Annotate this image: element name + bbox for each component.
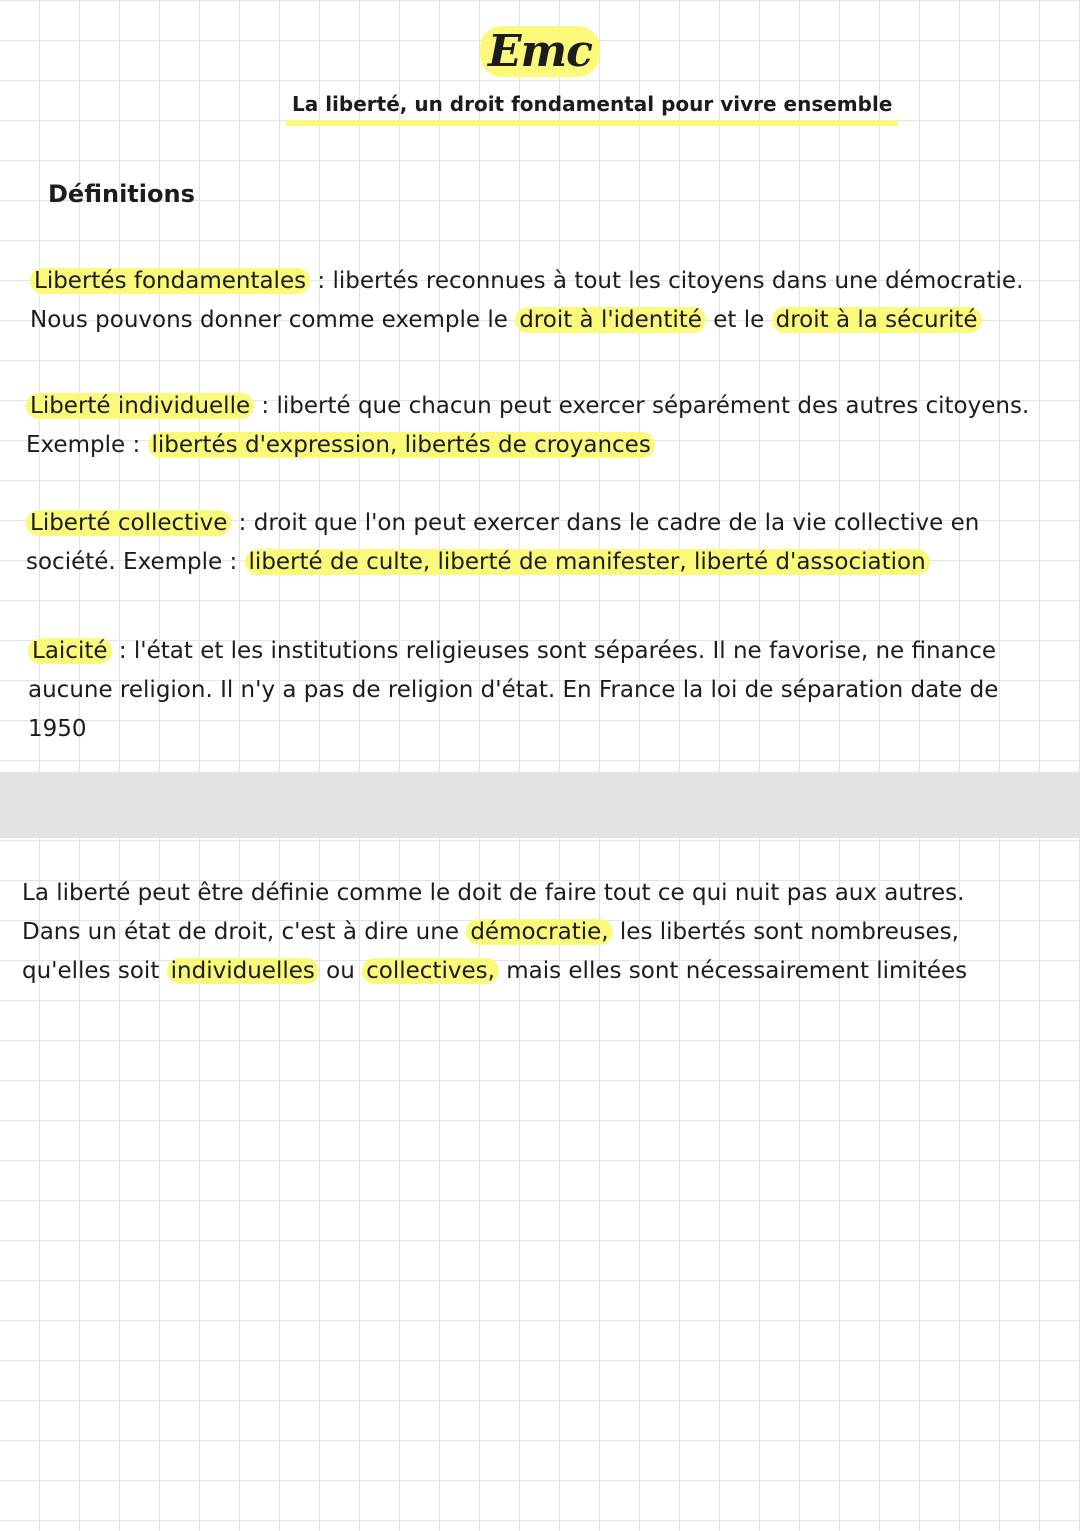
definition-text: : libertés reconnues à tout les citoyens dans une démocratie.: [310, 268, 1024, 294]
summary-text: les libertés sont nombreuses,: [612, 919, 959, 945]
page-subtitle: La liberté, un droit fondamental pour vivre ensemble: [286, 92, 898, 126]
definition-collective-freedom: [26, 504, 1074, 582]
definition-fundamental-freedoms: [30, 262, 1078, 340]
definition-term: Laicité: [28, 638, 112, 664]
definition-text: société. Exemple :: [26, 549, 245, 575]
summary-text: qu'elles soit: [22, 958, 167, 984]
definition-line: [30, 262, 1078, 301]
definition-text: : liberté que chacun peut exercer séparément des autres citoyens.: [254, 393, 1030, 419]
summary-text: ou: [318, 958, 363, 984]
definition-text: : droit que l'on peut exercer dans le cadre de la vie collective en: [231, 510, 980, 536]
definition-text: : l'état et les institutions religieuses sont séparées. Il ne favorise, ne finance: [111, 638, 997, 664]
definition-term: Libertés fondamentales: [30, 268, 310, 294]
summary-paragraph: [22, 874, 1070, 991]
definition-line: 1950: [28, 716, 87, 742]
summary-highlight: démocratie,: [466, 919, 612, 945]
definition-line: [26, 387, 1074, 426]
definition-line: [30, 301, 1078, 340]
definition-line: [26, 504, 1074, 543]
definition-term: Liberté individuelle: [26, 393, 254, 419]
definition-example: droit à la sécurité: [772, 307, 982, 333]
title-text: Emc: [480, 26, 600, 77]
definition-secularism: [28, 632, 1076, 749]
section-heading-definitions: Définitions: [48, 180, 195, 208]
definition-line: aucune religion. Il n'y a pas de religion d'état. En France la loi de séparation date de: [28, 677, 999, 703]
definition-line: [28, 632, 1076, 671]
summary-text: mais elles sont nécessairement limitées: [498, 958, 968, 984]
summary-highlight: individuelles: [167, 958, 319, 984]
definition-example: droit à l'identité: [515, 307, 706, 333]
definition-line: [26, 543, 1074, 582]
definition-text: Exemple :: [26, 432, 148, 458]
page-title: [0, 26, 1080, 77]
definition-text: Nous pouvons donner comme exemple le: [30, 307, 516, 333]
summary-line: La liberté peut être définie comme le doit de faire tout ce qui nuit pas aux autres.: [22, 880, 965, 906]
summary-line: [22, 952, 1070, 991]
definition-individual-freedom: [26, 387, 1074, 465]
definition-example: liberté de culte, liberté de manifester, liberté d'association: [245, 549, 930, 575]
definition-line: [26, 426, 1074, 465]
definition-example: libertés d'expression, libertés de croyances: [148, 432, 655, 458]
definition-text: et le: [705, 307, 772, 333]
section-divider: [0, 772, 1080, 838]
summary-text: Dans un état de droit, c'est à dire une: [22, 919, 467, 945]
definition-term: Liberté collective: [26, 510, 231, 536]
summary-highlight: collectives,: [362, 958, 499, 984]
summary-line: [22, 913, 1070, 952]
